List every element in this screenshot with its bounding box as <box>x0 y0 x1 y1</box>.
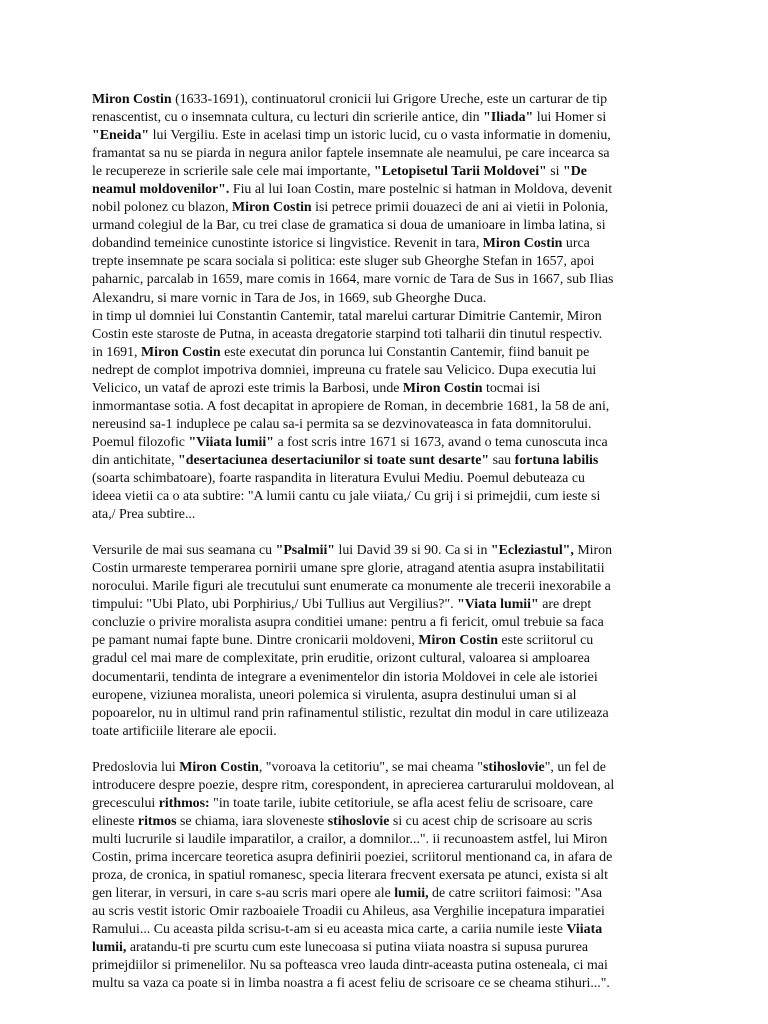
paragraph-versurile <box>92 542 678 741</box>
text-line: nedrept de complot impotriva domniei, impreuna cu fratele sau Velicico. Dupa executia lui <box>92 362 597 378</box>
text-line: Costin, prima incercare teoretica asupra definirii poeziei, scriitorul mentionand ca, in afara de <box>92 849 613 865</box>
text-line: Alexandru, si mare vornic in Tara de Jos, in 1669, sub Gheorghe Duca. <box>92 290 487 306</box>
text-line: lumii, aratandu-ti pre scurtu cum este lunecoasa si putina viiata noastra si supusa pururea <box>92 940 589 956</box>
text-line: din antichitate, "desertaciunea desertaciunilor si toate sunt desarte" sau fortuna labilis <box>92 452 599 468</box>
text-line: multi lucrurile si laudile imparatilor, a crailor, a domnilor...". ii recunoastem astfel, lui Miron <box>92 831 608 847</box>
text-line: Costin urmareste temperarea pornirii umane spre glorie, atragand atentia asupra instabilitatii <box>92 561 605 577</box>
text-line: introducere despre poezie, despre ritm, corespondent, in aprecierea carturarului moldovean, al <box>92 777 615 793</box>
text-line: gradul cel mai mare de complexitate, prin eruditie, orizont cultural, valoarea si amploarea <box>92 651 590 667</box>
paragraph-predoslovia <box>92 759 678 994</box>
text-line: Costin este staroste de Putna, in aceasta dregatorie starpind toti talharii din tinutul respectiv. <box>92 326 603 342</box>
text-line: concluzie o privire moralista asupra conditiei umane: pentru a fi fericit, omul trebuie sa faca <box>92 615 604 631</box>
text-line: "Eneida" lui Vergiliu. Este in acelasi timp un istoric lucid, cu o vasta informatie in domeniu, <box>92 128 611 144</box>
text-line: trepte insemnate pe scara sociala si politica: este sluger sub Gheorghe Stefan in 1657, apoi <box>92 254 595 270</box>
text-line: au scris vestit istoric Omir razboaiele Troadii cu Ahileus, asa Verghilie incepatura imparatiei <box>92 904 605 920</box>
text-line: Miron Costin (1633-1691), continuatorul cronicii lui Grigore Ureche, este un carturar de tip <box>92 92 608 107</box>
text-line: ata,/ Prea subtire... <box>92 507 196 523</box>
text-line: europene, viziunea moralista, uneori polemica si virulenta, asupra destinului uman si al <box>92 687 577 703</box>
text-line: multu sa vaza ca poate si in limba noastra a fi acest feliu de scrisoare ce se cheama stihuri...". <box>92 976 610 992</box>
text-line: paharnic, parcalab in 1659, mare comis in 1664, mare vornic de Tara de Sus in 1667, sub Ilias <box>92 272 614 288</box>
text-line: Versurile de mai sus seamana cu "Psalmii" lui David 39 si 90. Ca si in "Ecleziastul", Miron <box>92 543 613 559</box>
text-line: in 1691, Miron Costin este executat din porunca lui Constantin Cantemir, fiind banuit pe <box>92 344 590 360</box>
text-line: Predoslovia lui Miron Costin, "voroava la cetitoriu", se mai cheama "stihoslovie", un fel de <box>92 759 606 775</box>
text-line: toate artificiile literare ale epocii. <box>92 723 277 739</box>
paragraph-miron-costin-biography <box>92 91 678 524</box>
text-line: gen literar, in versuri, in care s-au scris mari opere ale lumii, de catre scriitori faimosi: "Asa <box>92 886 603 902</box>
text-line: le recupereze in scrierile sale cele mai importante, "Letopisetul Tarii Moldovei" si "De <box>92 164 587 180</box>
text-line: framantat sa nu se piarda in negura anilor faptele insemnate ale neamului, pe care incearca sa <box>92 146 610 162</box>
text-line: proza, de cronica, in spatiul romanesc, specia literara frecvent exersata pe atunci, exista si alt <box>92 868 609 884</box>
text-line: popoarelor, nu in ultimul rand prin rafinamentul stilistic, rezultat din modul in care utilizeaza <box>92 705 609 721</box>
text-line: Velicico, un vataf de aprozi este trimis la Barbosi, unde Miron Costin tocmai isi <box>92 380 541 396</box>
text-line: inmormantase sotia. A fost decapitat in apropiere de Roman, in decembrie 1681, la 58 de ani, <box>92 398 610 414</box>
text-line: (soarta schimbatoare), foarte raspandita in literatura Evului Mediu. Poemul debuteaza cu <box>92 470 585 486</box>
text-line: Poemul filozofic "Viiata lumii" a fost scris intre 1671 si 1673, avand o tema cunoscuta inca <box>92 434 608 450</box>
text-line: Ramului... Cu aceasta pilda scrisu-t-am si eu aceasta mica carte, a cariia numile ieste Viiata <box>92 922 603 938</box>
text-line: documentarii, tendinta de integrare a evenimentelor din istoria Moldovei in cele ale istoriei <box>92 669 598 685</box>
text-line: timpului: "Ubi Plato, ubi Porphirius,/ Ubi Tullius aut Vergilius?". "Viata lumii" are drept <box>92 597 592 613</box>
text-line: grecescului rithmos: "in toate tarile, iubite cetitoriule, se afla acest feliu de scrisoare, care <box>92 795 593 811</box>
text-line: elineste ritmos se chiama, iara sloveneste stihoslovie si cu acest chip de scrisoare au scris <box>92 813 593 829</box>
text-line: dobandind temeinice cunostinte istorice si lingvistice. Revenit in tara, Miron Costin urca <box>92 236 590 252</box>
text-line: renascentist, cu o insemnata cultura, cu lecturi din scrierile antice, din "Iliada" lui Homer si <box>92 110 607 126</box>
document-body <box>92 91 678 1011</box>
text-line: pe pamant numai fapte bune. Dintre cronicarii moldoveni, Miron Costin este scriitorul cu <box>92 633 594 649</box>
text-line: norocului. Marile figuri ale trecutului sunt enumerate ca monumente ale trecerii inexorabile a <box>92 579 611 595</box>
text-line: primejdiilor si primenelilor. Nu sa pofteasca vreo lauda dintr-aceasta putina osteneala, ci mai <box>92 958 608 974</box>
text-line: neamul moldovenilor". Fiu al lui Ioan Costin, mare postelnic si hatman in Moldova, devenit <box>92 182 613 198</box>
text-line: nobil polonez cu blazon, Miron Costin isi petrece primii douazeci de ani ai vietii in Polonia, <box>92 200 609 216</box>
text-line: nereusind sa-1 induplece pe calau sa-i permita sa se dezvinovateasca in fata domnitorului. <box>92 416 592 432</box>
text-line: in timp ul domniei lui Constantin Cantemir, tatal marelui carturar Dimitrie Cantemir, Miron <box>92 308 602 324</box>
text-line: ideea vietii ca o ata subtire: "A lumii cantu cu jale viiata,/ Cu grij i si primejdii, cum ieste si <box>92 489 601 505</box>
text-line: urmand colegiul de la Bar, cu trei clase de gramatica si doua de umanioare in limba latina, si <box>92 218 606 234</box>
